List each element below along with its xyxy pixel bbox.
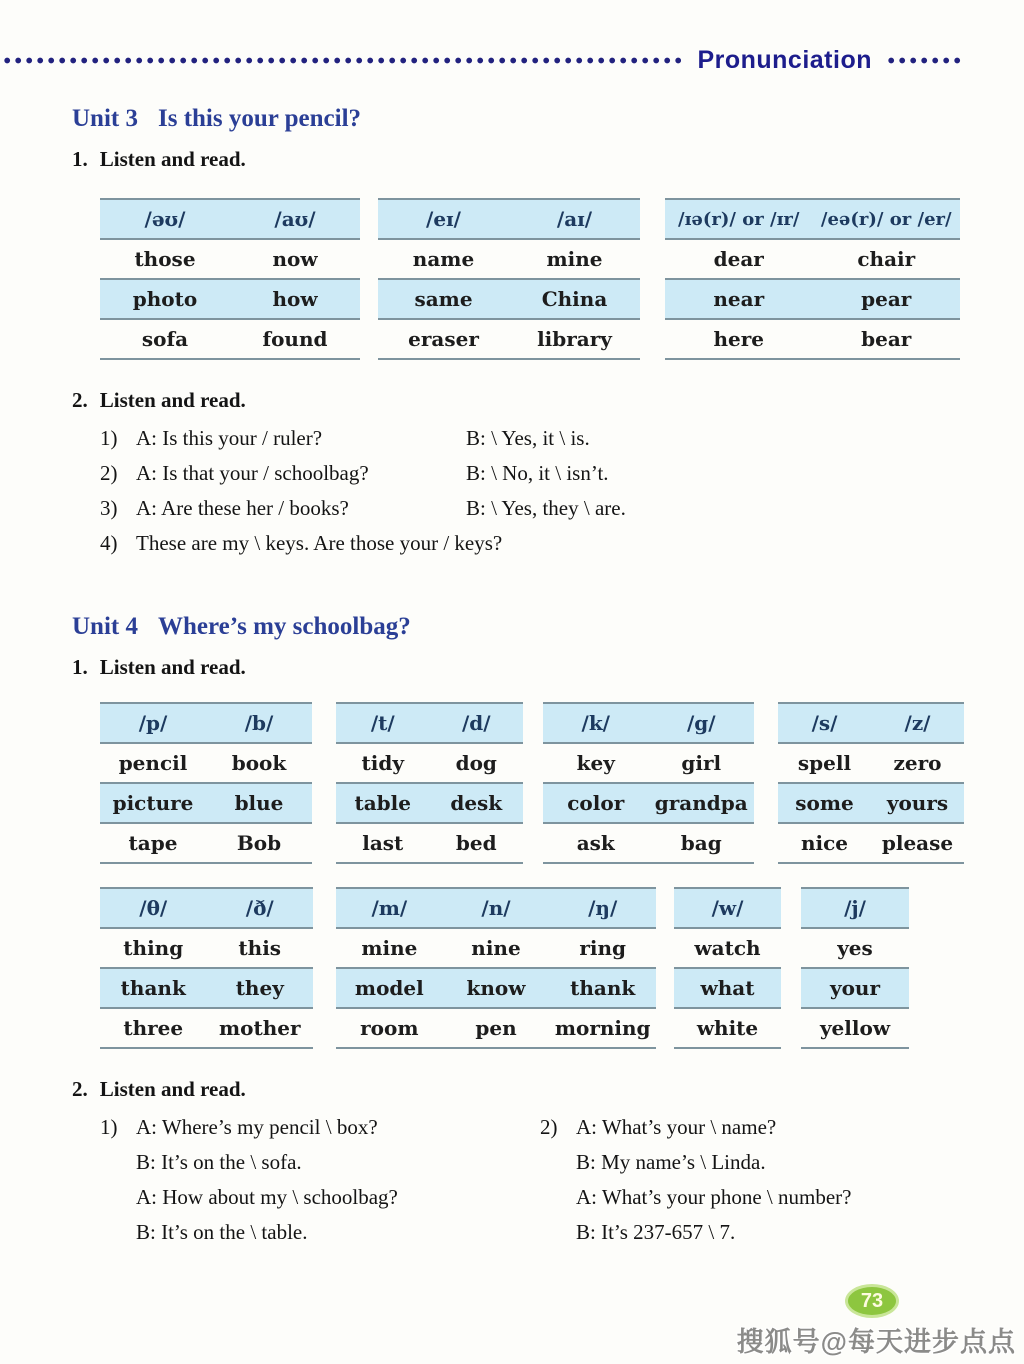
table-row [674,887,781,927]
word-cell: near [713,287,765,311]
dialogue-line [100,456,1024,491]
activity-title: Listen and read. [99,388,246,412]
phoneme-cell: /əʊ/ [144,207,186,231]
table-row [665,318,960,358]
phoneme-table-th-dh [100,887,313,1049]
word-cell: thank [570,976,636,1000]
dialogue-text: A: Where’s my pencil \ box? [136,1115,378,1139]
activity-number: 1. [72,655,88,679]
word-cell: yours [886,791,949,815]
word-cell: know [466,976,526,1000]
table-row [100,238,360,278]
word-cell: pear [861,287,912,311]
activity-number: 2. [72,1077,88,1101]
dialogue-line [540,1180,1024,1215]
dialogue-a: A: Are these her / books? [136,496,349,520]
table-row [336,782,523,822]
table-row [801,967,909,1007]
phoneme-table-t-d [336,702,523,864]
table-row [665,278,960,318]
table-row [674,927,781,967]
table-row [336,1007,656,1047]
word-cell: found [262,327,328,351]
table-row [336,702,523,742]
phoneme-table-m-n-ng [336,887,656,1049]
dialogue-text: B: It’s 237-657 \ 7. [576,1220,736,1244]
table-row [100,782,312,822]
word-cell: bed [455,831,497,855]
table-row [378,278,640,318]
phoneme-table-ei-ai [378,198,640,360]
word-cell: nice [800,831,849,855]
table-row [100,702,312,742]
table-row [100,822,312,862]
phoneme-table-s-z [778,702,964,864]
unit4-tables-row2 [100,887,1024,1049]
table-row [100,318,360,358]
word-cell: table [354,791,411,815]
word-cell: library [537,327,612,351]
activity-number: 2. [72,388,88,412]
unit4-section [0,613,1024,1250]
dotted-rule-right [888,57,964,64]
word-cell: photo [132,287,198,311]
phoneme-cell: /b/ [244,711,274,735]
dialogue-line [100,1215,540,1250]
phoneme-cell: /eə(r)/ or /er/ [820,208,952,230]
table-row [674,967,781,1007]
dialogue-text: A: What’s your \ name? [576,1115,777,1139]
table-row [336,822,523,862]
phoneme-cell: /p/ [138,711,168,735]
dialogue-line [100,1110,540,1145]
unit3-activity1-heading [72,147,1024,172]
phoneme-cell: /aʊ/ [274,207,316,231]
word-cell: room [360,1016,419,1040]
dialogue-text: B: My name’s \ Linda. [576,1150,766,1174]
dialogue-line [100,1180,540,1215]
word-cell: yes [837,936,873,960]
dialogue-number: 4) [100,531,118,555]
dialogue-b: B: \ No, it \ isn’t. [466,461,609,485]
word-cell: spell [797,751,852,775]
word-cell: girl [681,751,722,775]
word-cell: picture [112,791,194,815]
word-cell: color [567,791,625,815]
unit3-tables [100,198,1024,360]
table-row [336,742,523,782]
word-cell: dog [455,751,497,775]
unit4-dialogues [100,1110,1024,1250]
phoneme-cell: /z/ [904,711,931,735]
phoneme-cell: /g/ [686,711,716,735]
word-cell: blue [234,791,284,815]
unit3-dialogues [100,421,1024,561]
dialogue-text: A: What’s your phone \ number? [576,1185,852,1209]
word-cell: book [231,751,287,775]
word-cell: model [354,976,424,1000]
table-row [801,887,909,927]
word-cell: same [414,287,473,311]
word-cell: pen [475,1016,517,1040]
phoneme-cell: /n/ [481,896,511,920]
pronunciation-header [0,0,1024,75]
dialogue-indent [100,1180,136,1215]
unit4-activity2-heading [72,1077,1024,1102]
dialogue-a: A: Is that your / schoolbag? [136,461,369,485]
activity-number: 1. [72,147,88,171]
dialogue-line [100,421,1024,456]
section-title: Pronunciation [697,46,872,74]
table-row [100,198,360,238]
dialogue-line [100,526,1024,561]
table-row [100,887,313,927]
table-row [100,967,313,1007]
word-cell: tape [128,831,178,855]
word-cell: name [412,247,475,271]
word-cell: tidy [361,751,404,775]
table-row [778,702,964,742]
table-row [336,887,656,927]
word-cell: grandpa [654,791,748,815]
dialogue-number: 1) [100,1115,118,1139]
unit3-activity2-heading [72,388,1024,413]
word-cell: this [238,936,282,960]
phoneme-table-ir-er [665,198,960,360]
dialogue-b: B: \ Yes, they \ are. [466,496,626,520]
dialogue-number: 1) [100,426,118,450]
phoneme-table-ou-au [100,198,360,360]
phoneme-cell: /m/ [371,896,408,920]
word-cell: thank [120,976,186,1000]
dotted-rule-left [4,57,681,64]
phoneme-table-p-b [100,702,312,864]
table-row [100,927,313,967]
word-cell: mine [546,247,603,271]
unit4-title [72,613,1024,641]
phoneme-cell: /s/ [811,711,838,735]
word-cell: what [700,976,755,1000]
dialogue-number: 2) [100,461,118,485]
word-cell: Bob [236,831,282,855]
table-row [665,198,960,238]
dialogue-indent [100,1215,136,1250]
unit4-title-text: Where’s my schoolbag? [157,613,411,640]
table-row [336,967,656,1007]
dialogue-line [100,491,1024,526]
phoneme-table-w [674,887,781,1049]
dialogue-b: B: \ Yes, it \ is. [466,426,590,450]
dialogue-indent [540,1145,576,1180]
phoneme-cell: /k/ [581,711,610,735]
table-row [778,782,964,822]
table-row [801,1007,909,1047]
word-cell: white [696,1016,759,1040]
dialogue-number: 3) [100,496,118,520]
phoneme-cell: /eɪ/ [426,207,461,231]
unit3-section [0,105,1024,561]
unit4-label: Unit 4 [72,613,138,640]
unit3-label: Unit 3 [72,105,138,132]
watermark-text: 搜狐号@每天进步点点 [736,1327,1016,1357]
phoneme-cell: /ɪə(r)/ or /ɪr/ [678,208,800,230]
table-row [674,1007,781,1047]
dialogue-a: These are my \ keys. Are those your / keys? [136,531,503,555]
table-row [378,318,640,358]
page-number-badge: 73 [845,1284,899,1318]
word-cell: chair [857,247,916,271]
dialogue-column-1 [100,1110,540,1250]
word-cell: here [713,327,765,351]
activity-title: Listen and read. [99,655,246,679]
word-cell: ask [576,831,615,855]
unit3-title [72,105,1024,133]
word-cell: nine [471,936,521,960]
dialogue-text: A: How about my \ schoolbag? [136,1185,398,1209]
word-cell: now [272,247,318,271]
word-cell: please [881,831,954,855]
word-cell: they [235,976,284,1000]
word-cell: ring [579,936,627,960]
word-cell: bear [861,327,912,351]
dialogue-text: B: It’s on the \ sofa. [136,1150,302,1174]
dialogue-number: 2) [540,1115,558,1139]
phoneme-cell: /aɪ/ [556,207,593,231]
word-cell: pencil [118,751,188,775]
table-row [778,742,964,782]
phoneme-cell: /j/ [844,896,866,920]
phoneme-table-k-g [543,702,754,864]
dialogue-text: B: It’s on the \ table. [136,1220,308,1244]
word-cell: dear [713,247,764,271]
table-row [100,278,360,318]
table-row [100,742,312,782]
table-row [543,702,754,742]
dialogue-line [540,1145,1024,1180]
dialogue-line [100,1145,540,1180]
word-cell: key [576,751,615,775]
table-row [543,782,754,822]
word-cell: those [134,247,196,271]
phoneme-cell: /θ/ [139,896,168,920]
table-row [378,238,640,278]
phoneme-cell: /w/ [711,896,744,920]
dialogue-indent [540,1180,576,1215]
phoneme-cell: /ð/ [245,896,274,920]
word-cell: zero [893,751,942,775]
word-cell: yellow [819,1016,891,1040]
activity-title: Listen and read. [99,1077,246,1101]
word-cell: three [123,1016,184,1040]
unit3-title-text: Is this your pencil? [157,105,362,132]
word-cell: morning [554,1016,651,1040]
unit4-activity1-heading [72,655,1024,680]
activity-title: Listen and read. [99,147,246,171]
word-cell: desk [450,791,503,815]
word-cell: last [362,831,404,855]
dialogue-indent [100,1145,136,1180]
word-cell: how [272,287,318,311]
dialogue-indent [540,1215,576,1250]
table-row [778,822,964,862]
table-row [100,1007,313,1047]
word-cell: bag [680,831,722,855]
word-cell: some [795,791,854,815]
phoneme-cell: /ŋ/ [588,896,618,920]
word-cell: eraser [408,327,479,351]
word-cell: China [541,287,608,311]
unit4-tables-row1 [100,702,1024,864]
word-cell: watch [694,936,761,960]
word-cell: sofa [141,327,189,351]
table-row [665,238,960,278]
table-row [543,822,754,862]
dialogue-column-2 [540,1110,1024,1250]
phoneme-table-j [801,887,909,1049]
word-cell: thing [123,936,184,960]
table-row [543,742,754,782]
table-row [336,927,656,967]
dialogue-line [540,1110,1024,1145]
table-row [801,927,909,967]
phoneme-cell: /d/ [461,711,491,735]
word-cell: mine [361,936,418,960]
dialogue-a: A: Is this your / ruler? [136,426,323,450]
dialogue-line [540,1215,1024,1250]
table-row [378,198,640,238]
word-cell: mother [218,1016,301,1040]
word-cell: your [829,976,881,1000]
phoneme-cell: /t/ [370,711,395,735]
